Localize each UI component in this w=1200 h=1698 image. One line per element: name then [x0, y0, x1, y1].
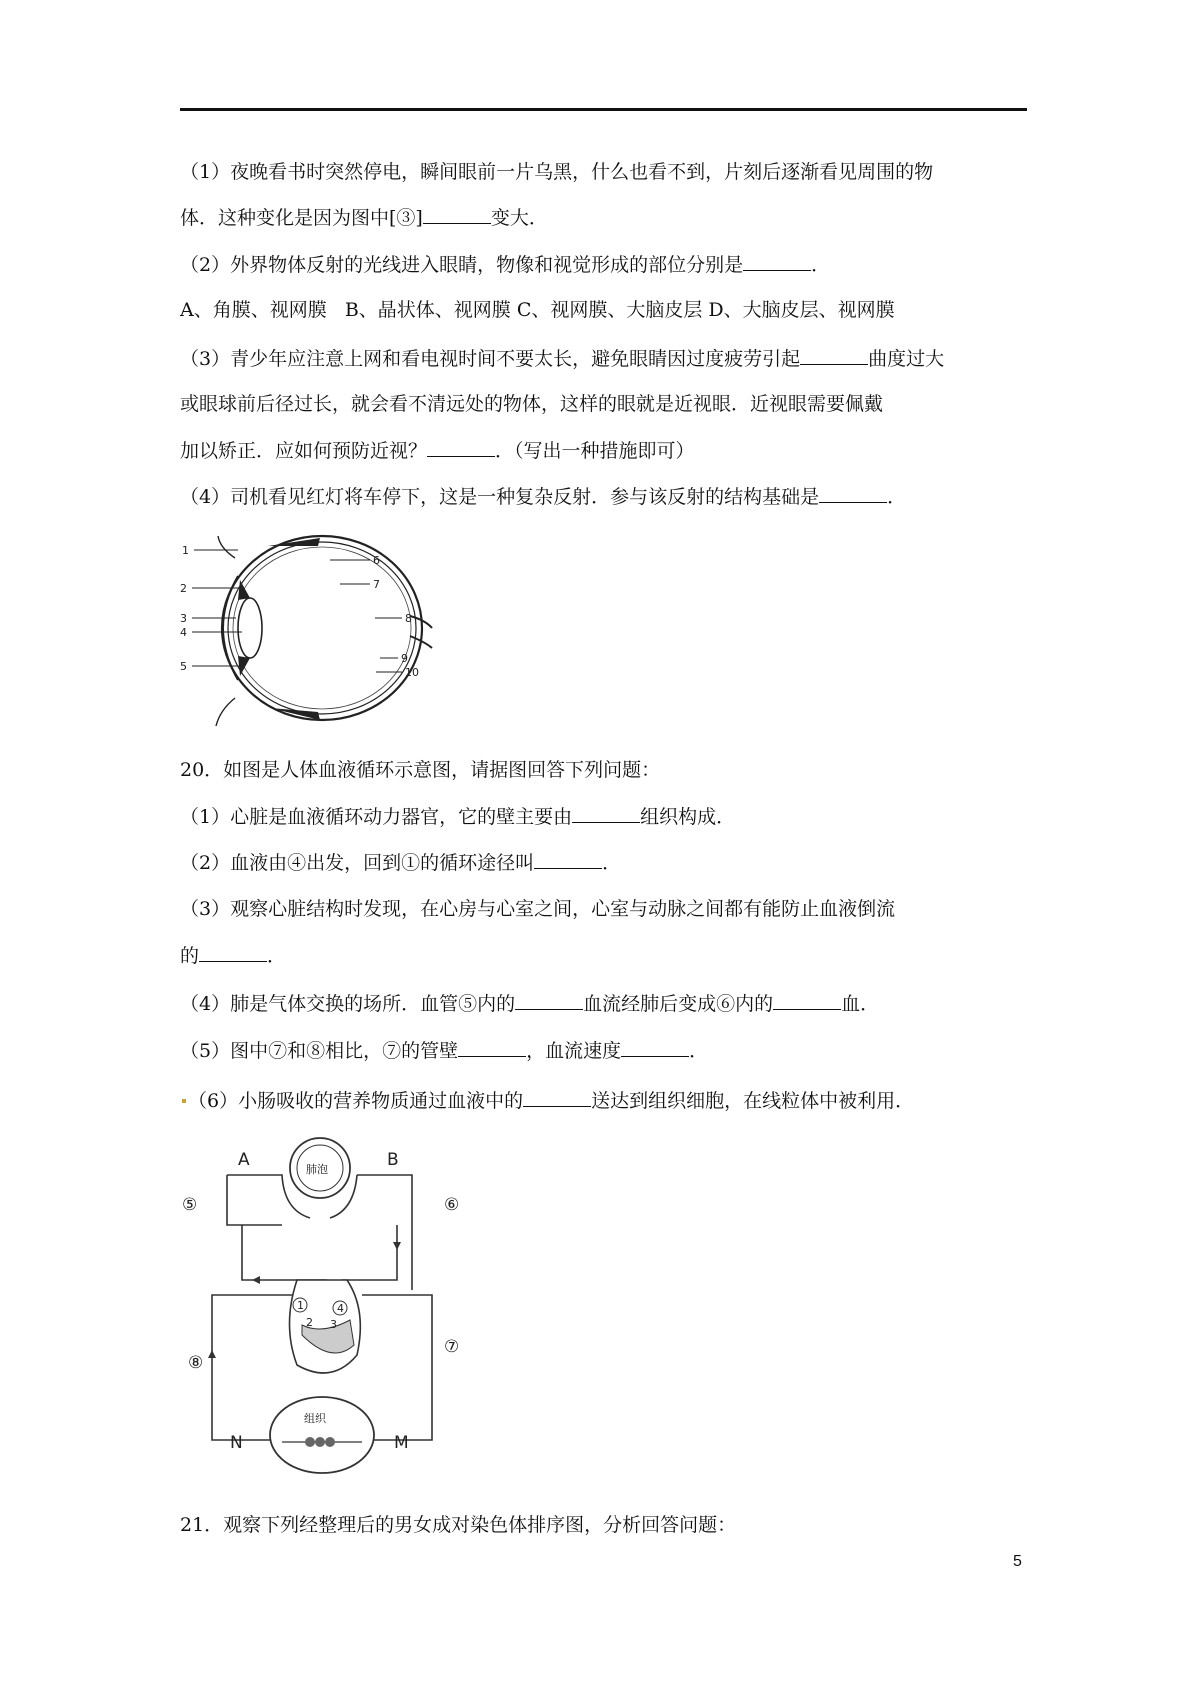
- answer-blank[interactable]: [458, 1038, 526, 1057]
- q19-part4: （4）司机看见红灯将车停下，这是一种复杂反射．参与该反射的结构基础是 ．: [180, 486, 907, 508]
- eye-label-7: 7: [373, 578, 380, 591]
- q20-part1: （1）心脏是血液循环动力器官，它的壁主要由 组织构成．: [180, 806, 736, 828]
- answer-blank[interactable]: [572, 804, 640, 823]
- eye-label-6: 6: [373, 554, 380, 567]
- label-B: B: [387, 1150, 399, 1170]
- q19-part1-line1: （1）夜晚看书时突然停电，瞬间眼前一片乌黑，什么也看不到，片刻后逐渐看见周围的物: [180, 161, 934, 183]
- heart-label-2: 2: [306, 1316, 313, 1329]
- q19-part3-line1: （3）青少年应注意上网和看电视时间不要太长，避免眼睛因过度疲劳引起 曲度过大: [180, 348, 945, 370]
- q19-part2: （2）外界物体反射的光线进入眼睛，物像和视觉形成的部位分别是 ．: [180, 254, 831, 276]
- label-M: M: [394, 1433, 409, 1453]
- stray-mark: [182, 1099, 186, 1103]
- vessel-label-5: ⑤: [182, 1195, 198, 1215]
- alveolus-label: 肺泡: [306, 1163, 328, 1176]
- eye-label-4: 4: [180, 626, 187, 639]
- vessel-label-7: ⑦: [444, 1337, 460, 1357]
- answer-blank[interactable]: [199, 943, 267, 962]
- q20-part2: （2）血液由④出发，回到①的循环途径叫 ．: [180, 852, 622, 874]
- eye-label-3: 3: [180, 612, 187, 625]
- page-number: 5: [1013, 1553, 1022, 1570]
- answer-blank[interactable]: [534, 850, 602, 869]
- eye-diagram: [180, 528, 440, 738]
- q20-part4: （4）肺是气体交换的场所．血管⑤内的 血流经肺后变成⑥内的 血．: [180, 993, 880, 1015]
- q20-part6: （6）小肠吸收的营养物质通过血液中的 送达到组织细胞，在线粒体中被利用．: [188, 1090, 915, 1112]
- eye-label-2: 2: [180, 582, 187, 595]
- heart-label-1: 1: [297, 1299, 304, 1312]
- q20-part5: （5）图中⑦和⑧相比，⑦的管壁 ，血流速度 ．: [180, 1040, 709, 1062]
- eye-label-9: 9: [401, 652, 408, 665]
- heart-label-3: 3: [330, 1318, 337, 1331]
- heart-label-4: 4: [337, 1302, 344, 1315]
- q20-part3-line2: 的 ．: [180, 945, 287, 967]
- eye-label-1: 1: [182, 544, 189, 557]
- eye-label-8: 8: [405, 612, 412, 625]
- vessel-label-8: ⑧: [188, 1353, 204, 1373]
- answer-blank[interactable]: [515, 991, 583, 1010]
- answer-blank[interactable]: [423, 205, 491, 224]
- answer-blank[interactable]: [743, 252, 811, 271]
- q19-part1-line2: 体．这种变化是因为图中[③] 变大．: [180, 207, 548, 229]
- answer-blank[interactable]: [523, 1088, 591, 1107]
- eye-label-5: 5: [180, 660, 187, 673]
- q19-part3-line2: 或眼球前后径过长，就会看不清远处的物体，这样的眼就是近视眼．近视眼需要佩戴: [180, 393, 884, 415]
- vessel-label-6: ⑥: [444, 1195, 460, 1215]
- q20-part3-line1: （3）观察心脏结构时发现，在心房与心室之间，心室与动脉之间都有能防止血液倒流: [180, 898, 896, 920]
- answer-blank[interactable]: [427, 438, 495, 457]
- answer-blank[interactable]: [773, 991, 841, 1010]
- q19-part3-line3: 加以矫正．应如何预防近视？ ．（写出一种措施即可）: [180, 440, 695, 462]
- label-N: N: [230, 1433, 243, 1453]
- header-rule: [180, 108, 1027, 111]
- answer-blank[interactable]: [819, 484, 887, 503]
- q21-title: 21．观察下列经整理后的男女成对染色体排序图，分析回答问题：: [180, 1514, 737, 1536]
- tissue-label: 组织: [304, 1412, 326, 1425]
- circulation-diagram: [182, 1130, 482, 1475]
- q20-title: 20．如图是人体血液循环示意图，请据图回答下列问题：: [180, 759, 661, 781]
- q19-options: A、角膜、视网膜 B、晶状体、视网膜 C、视网膜、大脑皮层 D、大脑皮层、视网膜: [180, 299, 895, 321]
- answer-blank[interactable]: [621, 1038, 689, 1057]
- eye-label-10: 10: [405, 666, 419, 679]
- label-A: A: [238, 1150, 250, 1170]
- answer-blank[interactable]: [800, 346, 868, 365]
